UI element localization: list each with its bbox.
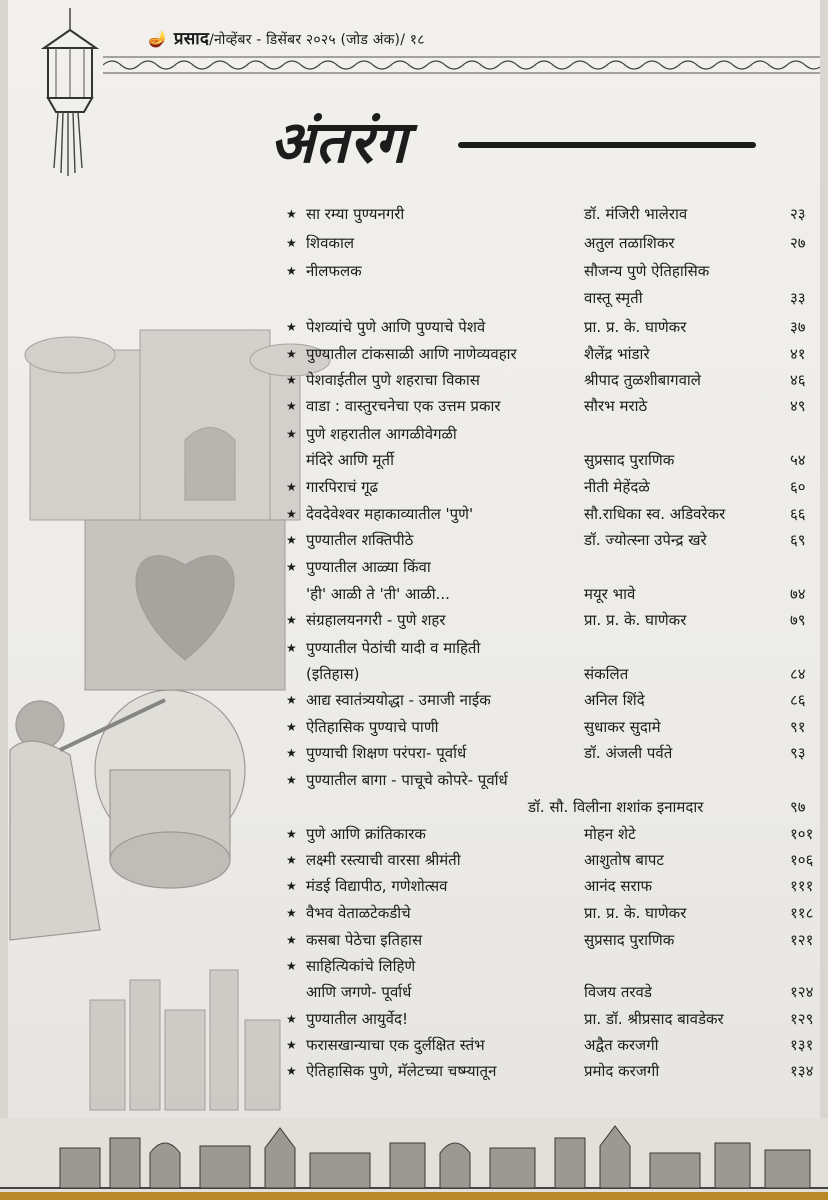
toc-row	[0, 1008, 828, 1030]
star-bullet-icon: ★	[286, 746, 297, 760]
toc-author: सुप्रसाद पुराणिक	[584, 451, 675, 469]
toc-row	[0, 981, 828, 1003]
toc-row	[0, 395, 828, 417]
toc-row	[0, 449, 828, 471]
toc-article-title: मंदिरे आणि मूर्ती	[306, 451, 394, 469]
toc-article-title: फरासखान्याचा एक दुर्लक्षित स्तंभ	[306, 1036, 485, 1054]
toc-row	[0, 423, 828, 445]
page-title: अंतरंग	[270, 108, 408, 176]
toc-row	[0, 929, 828, 951]
toc-page-number: १२१	[790, 931, 814, 949]
toc-author: डॉ. ज्योत्स्ना उपेन्द्र खरे	[584, 531, 707, 549]
toc-author: डॉ. सौ. विलीना शशांक इनामदार	[528, 798, 704, 816]
star-bullet-icon: ★	[286, 959, 297, 973]
toc-article-title: पुण्यातील पेठांची यादी व माहिती	[306, 639, 481, 657]
toc-author: शैलेंद्र भांडारे	[584, 345, 650, 363]
star-bullet-icon: ★	[286, 373, 297, 387]
star-bullet-icon: ★	[286, 320, 297, 334]
star-bullet-icon: ★	[286, 1064, 297, 1078]
toc-page-number: १३१	[790, 1036, 814, 1054]
star-bullet-icon: ★	[286, 1038, 297, 1052]
toc-author: डॉ. मंजिरी भालेराव	[584, 205, 688, 223]
toc-row	[0, 1060, 828, 1082]
star-bullet-icon: ★	[286, 879, 297, 893]
star-bullet-icon: ★	[286, 827, 297, 841]
toc-author: सौरभ मराठे	[584, 397, 648, 415]
toc-article-title: मंडई विद्यापीठ, गणेशोत्सव	[306, 877, 448, 895]
toc-article-title: संग्रहालयनगरी - पुणे शहर	[306, 611, 446, 629]
toc-article-title: सा रम्या पुण्यनगरी	[306, 205, 405, 223]
toc-article-title: पेशव्यांचे पुणे आणि पुण्याचे पेशवे	[306, 318, 486, 336]
toc-article-title: (इतिहास)	[306, 665, 360, 683]
toc-page-number: ८६	[790, 691, 806, 709]
toc-row	[0, 260, 828, 282]
toc-row	[0, 875, 828, 897]
toc-article-title: नीलफलक	[306, 262, 362, 280]
toc-author: विजय तरवडे	[584, 983, 652, 1001]
toc-row	[0, 556, 828, 578]
toc-row	[0, 529, 828, 551]
toc-article-title: साहित्यिकांचे लिहिणे	[306, 957, 416, 975]
heritage-skyline-border	[0, 1118, 828, 1200]
toc-author: प्रा. डॉ. श्रीप्रसाद बावडेकर	[584, 1010, 724, 1028]
star-bullet-icon: ★	[286, 507, 297, 521]
issue-info: /नोव्हेंबर - डिसेंबर २०२५ (जोड अंक)/ १८	[209, 32, 425, 48]
star-bullet-icon: ★	[286, 480, 297, 494]
toc-author: संकलित	[584, 665, 629, 683]
toc-page-number: ६०	[790, 478, 806, 496]
toc-article-title: वैभव वेताळटेकडीचे	[306, 904, 411, 922]
toc-row	[0, 503, 828, 525]
toc-article-title: शिवकाल	[306, 234, 355, 252]
toc-article-title: गारपिराचं गूढ	[306, 478, 379, 496]
toc-article-title: पुण्याची शिक्षण परंपरा- पूर्वार्ध	[306, 744, 467, 762]
toc-row	[0, 902, 828, 924]
toc-article-title: पुण्यातील शक्तिपीठे	[306, 531, 414, 549]
toc-page-number: ४१	[790, 345, 806, 363]
star-bullet-icon: ★	[286, 641, 297, 655]
toc-author: सौ.राधिका स्व. अडिवरेकर	[584, 505, 726, 523]
toc-article-title: पेशवाईतील पुणे शहराचा विकास	[306, 371, 480, 389]
toc-page-number: ६९	[790, 531, 806, 549]
toc-page-number: ७९	[790, 611, 806, 629]
toc-page-number: ५४	[790, 451, 806, 469]
toc-page-number: १३४	[790, 1062, 814, 1080]
toc-page-number: १०१	[790, 825, 814, 843]
toc-row	[0, 609, 828, 631]
toc-page-number: १११	[790, 877, 814, 895]
star-bullet-icon: ★	[286, 933, 297, 947]
toc-article-title: पुण्यातील टांकसाळी आणि नाणेव्यवहार	[306, 345, 517, 363]
toc-author: नीती मेहेंदळे	[584, 478, 650, 496]
toc-article-title: 'ही' आळी ते 'ती' आळी...	[306, 585, 450, 603]
toc-page-number: ३७	[790, 318, 806, 336]
toc-row	[0, 203, 828, 225]
toc-author: अद्वैत करजगी	[584, 1036, 659, 1054]
toc-article-title: पुणे शहरातील आगळीवेगळी	[306, 425, 457, 443]
diya-icon: 🪔	[148, 29, 174, 48]
toc-article-title: पुणे आणि क्रांतिकारक	[306, 825, 426, 843]
toc-row	[0, 796, 828, 818]
toc-page-number: १०६	[790, 851, 814, 869]
toc-article-title: कसबा पेठेचा इतिहास	[306, 931, 423, 949]
star-bullet-icon: ★	[286, 720, 297, 734]
toc-row	[0, 476, 828, 498]
toc-row	[0, 583, 828, 605]
toc-row	[0, 849, 828, 871]
star-bullet-icon: ★	[286, 1012, 297, 1026]
toc-page-number: २३	[790, 205, 806, 223]
toc-page-number: ९७	[790, 798, 806, 816]
star-bullet-icon: ★	[286, 906, 297, 920]
toc-article-title: ऐतिहासिक पुण्याचे पाणी	[306, 718, 439, 736]
toc-article-title: देवदेवेश्वर महाकाव्यातील 'पुणे'	[306, 505, 474, 523]
toc-author: प्रा. प्र. के. घाणेकर	[584, 318, 687, 336]
toc-page-number: ३३	[790, 289, 806, 307]
toc-page-number: ८४	[790, 665, 806, 683]
star-bullet-icon: ★	[286, 773, 297, 787]
toc-article-title: आद्य स्वातंत्र्ययोद्धा - उमाजी नाईक	[306, 691, 491, 709]
toc-author: आनंद सराफ	[584, 877, 653, 895]
toc-row	[0, 316, 828, 338]
toc-row	[0, 823, 828, 845]
toc-row	[0, 369, 828, 391]
toc-author: प्रा. प्र. के. घाणेकर	[584, 904, 687, 922]
star-bullet-icon: ★	[286, 693, 297, 707]
toc-page-number: २७	[790, 234, 806, 252]
star-bullet-icon: ★	[286, 236, 297, 250]
toc-row	[0, 232, 828, 254]
toc-author: वास्तू स्मृती	[584, 289, 643, 307]
toc-article-title: पुण्यातील आळ्या किंवा	[306, 558, 431, 576]
toc-row	[0, 689, 828, 711]
toc-page-number: ९३	[790, 744, 806, 762]
toc-author: डॉ. अंजली पर्वते	[584, 744, 673, 762]
magazine-name: प्रसाद	[173, 29, 210, 49]
star-bullet-icon: ★	[286, 560, 297, 574]
toc-author: सुप्रसाद पुराणिक	[584, 931, 675, 949]
toc-author: प्रमोद करजगी	[584, 1062, 660, 1080]
toc-article-title: वाडा : वास्तुरचनेचा एक उत्तम प्रकार	[306, 397, 501, 415]
toc-author: सौजन्य पुणे ऐतिहासिक	[584, 262, 710, 280]
toc-page-number: १२४	[790, 983, 814, 1001]
toc-page-number: ९१	[790, 718, 806, 736]
star-bullet-icon: ★	[286, 264, 297, 278]
toc-author: श्रीपाद तुळशीबागवाले	[584, 371, 701, 389]
toc-row	[0, 343, 828, 365]
toc-page-number: ११८	[790, 904, 814, 922]
star-bullet-icon: ★	[286, 613, 297, 627]
toc-row	[0, 955, 828, 977]
star-bullet-icon: ★	[286, 427, 297, 441]
star-bullet-icon: ★	[286, 533, 297, 547]
star-bullet-icon: ★	[286, 399, 297, 413]
toc-author: अनिल शिंदे	[584, 691, 645, 709]
toc-row	[0, 663, 828, 685]
toc-author: मोहन शेटे	[584, 825, 636, 843]
toc-article-title: आणि जगणे- पूर्वार्ध	[306, 983, 412, 1001]
toc-article-title: लक्ष्मी रस्त्याची वारसा श्रीमंती	[306, 851, 461, 869]
star-bullet-icon: ★	[286, 207, 297, 221]
toc-page-number: ४६	[790, 371, 806, 389]
toc-author: सुधाकर सुदामे	[584, 718, 661, 736]
star-bullet-icon: ★	[286, 347, 297, 361]
toc-article-title: पुण्यातील आयुर्वेद!	[306, 1010, 408, 1028]
toc-author: प्रा. प्र. के. घाणेकर	[584, 611, 687, 629]
toc-article-title: ऐतिहासिक पुणे, मॅलेटच्या चष्म्यातून	[306, 1062, 497, 1080]
toc-page-number: ६६	[790, 505, 806, 523]
toc-row	[0, 287, 828, 309]
toc-row	[0, 637, 828, 659]
toc-page-number: १२९	[790, 1010, 814, 1028]
toc-row	[0, 716, 828, 738]
toc-row	[0, 742, 828, 764]
toc-page-number: ४९	[790, 397, 806, 415]
toc-author: आशुतोष बापट	[584, 851, 664, 869]
star-bullet-icon: ★	[286, 853, 297, 867]
toc-article-title: पुण्यातील बागा - पाचूचे कोपरे- पूर्वार्ध	[306, 771, 508, 789]
toc-author: अतुल तळाशिकर	[584, 234, 675, 252]
toc-page-number: ७४	[790, 585, 806, 603]
toc-author: मयूर भावे	[584, 585, 636, 603]
toc-row	[0, 1034, 828, 1056]
toc-row	[0, 769, 828, 791]
